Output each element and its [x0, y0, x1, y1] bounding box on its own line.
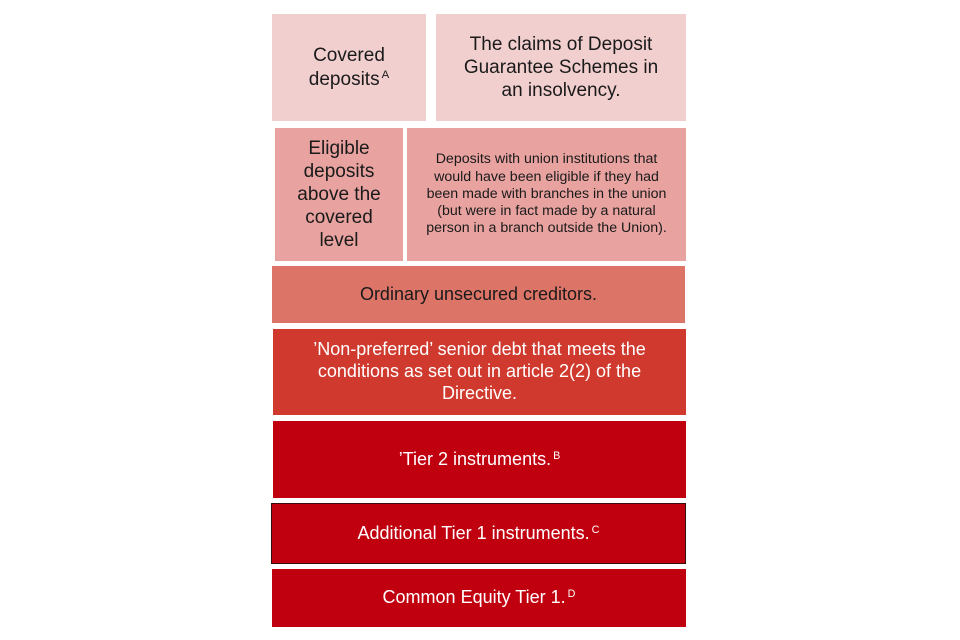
tier2-instruments-box [273, 421, 686, 498]
note-a: A [381, 69, 390, 82]
common-equity-tier1-label: Common Equity Tier 1. $^D$ [382, 587, 576, 608]
ordinary-creditors-box [272, 266, 685, 323]
note-b: B [553, 449, 561, 462]
covered-deposits-box [272, 14, 426, 121]
union-deposits-box [407, 128, 686, 261]
note-d: D [567, 588, 576, 601]
eligible-deposits-label: Eligible deposits above the covered level [297, 137, 381, 252]
ordinary-creditors-label: Ordinary unsecured creditors. [359, 283, 598, 304]
covered-deposits-label: Covered deposits $^A$ [308, 45, 390, 90]
dgs-claims-label: The claims of Deposit Guarantee Schemes in an insolvency. [463, 33, 659, 102]
note-c: C [591, 523, 600, 536]
eligible-deposits-box [275, 128, 403, 261]
common-equity-tier1-box [272, 569, 686, 627]
dgs-claims-box [436, 14, 686, 121]
tier2-instruments-label: ’Tier 2 instruments. $^B$ [398, 448, 561, 469]
additional-tier1-label: Additional Tier 1 instruments. $^C$ [357, 522, 600, 543]
non-preferred-debt-label: ’Non-preferred’ senior debt that meets the conditions as set out in article 2(2) of the Directive. [313, 339, 646, 403]
additional-tier1-box [271, 503, 686, 564]
non-preferred-debt-box [273, 329, 686, 415]
union-deposits-label: Deposits with union institutions that would have been eligible if they had been made with branches in the union (but were in fact made by a natural person in a branch outside the Union). [426, 151, 667, 237]
